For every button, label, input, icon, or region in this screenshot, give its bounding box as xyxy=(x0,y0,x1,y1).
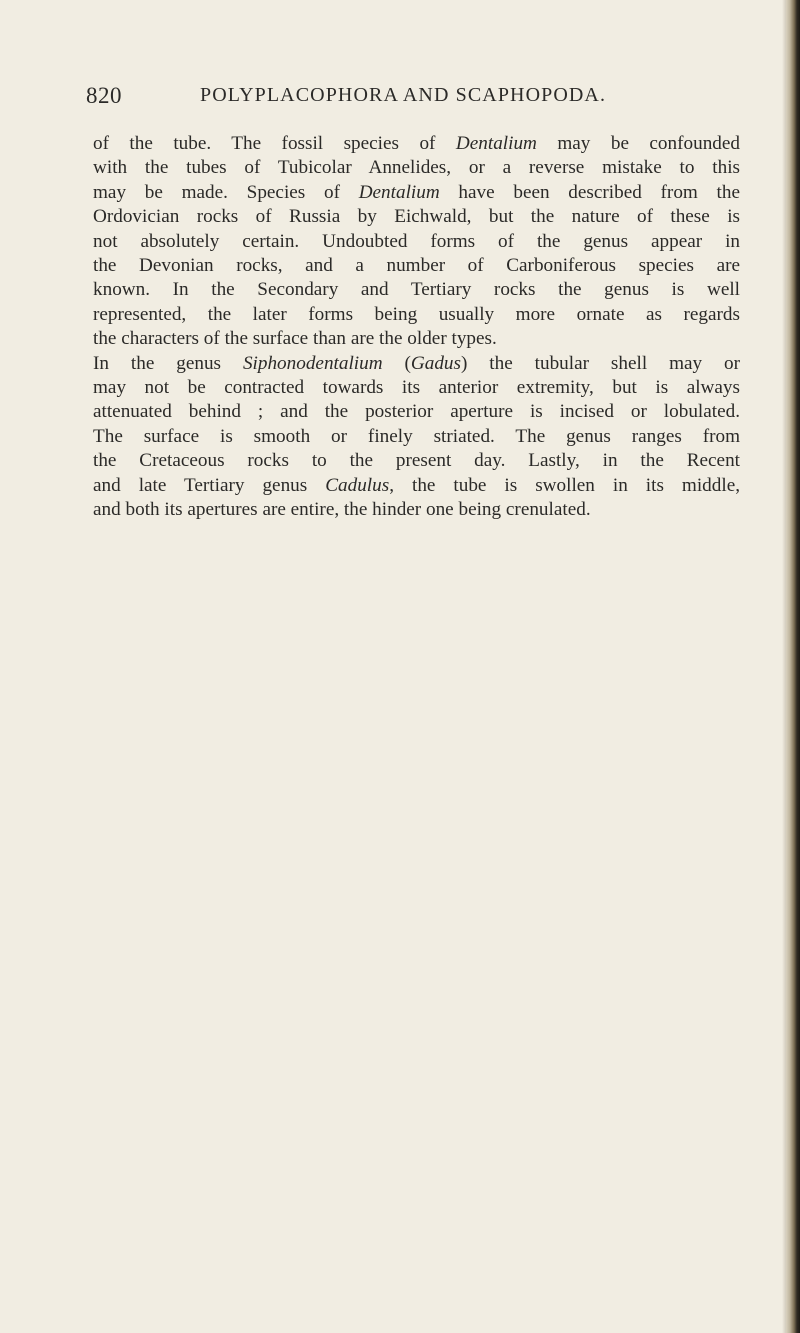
page-number: 820 xyxy=(86,83,122,108)
text-line: the characters of the surface than are the older types. xyxy=(93,328,497,350)
book-spine-edge xyxy=(786,0,800,1333)
page-header xyxy=(86,83,746,117)
text-line: and late Tertiary genus Cadulus, the tube is swollen in its middle, xyxy=(93,474,741,496)
text-line: with the tubes of Tubicolar Annelides, or a reverse mistake to this xyxy=(93,157,740,179)
text-line: known. In the Secondary and Tertiary rocks the genus is well xyxy=(93,279,740,301)
text-line: represented, the later forms being usually more ornate as regards xyxy=(93,303,740,325)
text-line: not absolutely certain. Undoubted forms of the genus appear in xyxy=(93,230,740,252)
running-head: POLYPLACOPHORA AND SCAPHOPODA. xyxy=(200,84,607,106)
text-line: Ordovician rocks of Russia by Eichwald, but the nature of these is xyxy=(93,206,740,228)
text-line: attenuated behind ; and the posterior aperture is incised or lobulated. xyxy=(93,401,740,423)
text-line: may not be contracted towards its anterior extremity, but is always xyxy=(93,377,740,399)
body-text xyxy=(93,132,740,523)
text-line: may be made. Species of Dentalium have been described from the xyxy=(93,181,740,203)
text-line: the Devonian rocks, and a number of Carboniferous species are xyxy=(93,255,740,277)
text-line: The surface is smooth or finely striated. The genus ranges from xyxy=(93,425,740,447)
text-line: of the tube. The fossil species of Dentalium may be confounded xyxy=(93,133,740,154)
text-line: In the genus Siphonodentalium (Gadus) the tubular shell may or xyxy=(93,352,741,374)
text-line: and both its apertures are entire, the hinder one being crenulated. xyxy=(93,499,591,521)
text-line: the Cretaceous rocks to the present day. Lastly, in the Recent xyxy=(93,450,740,472)
